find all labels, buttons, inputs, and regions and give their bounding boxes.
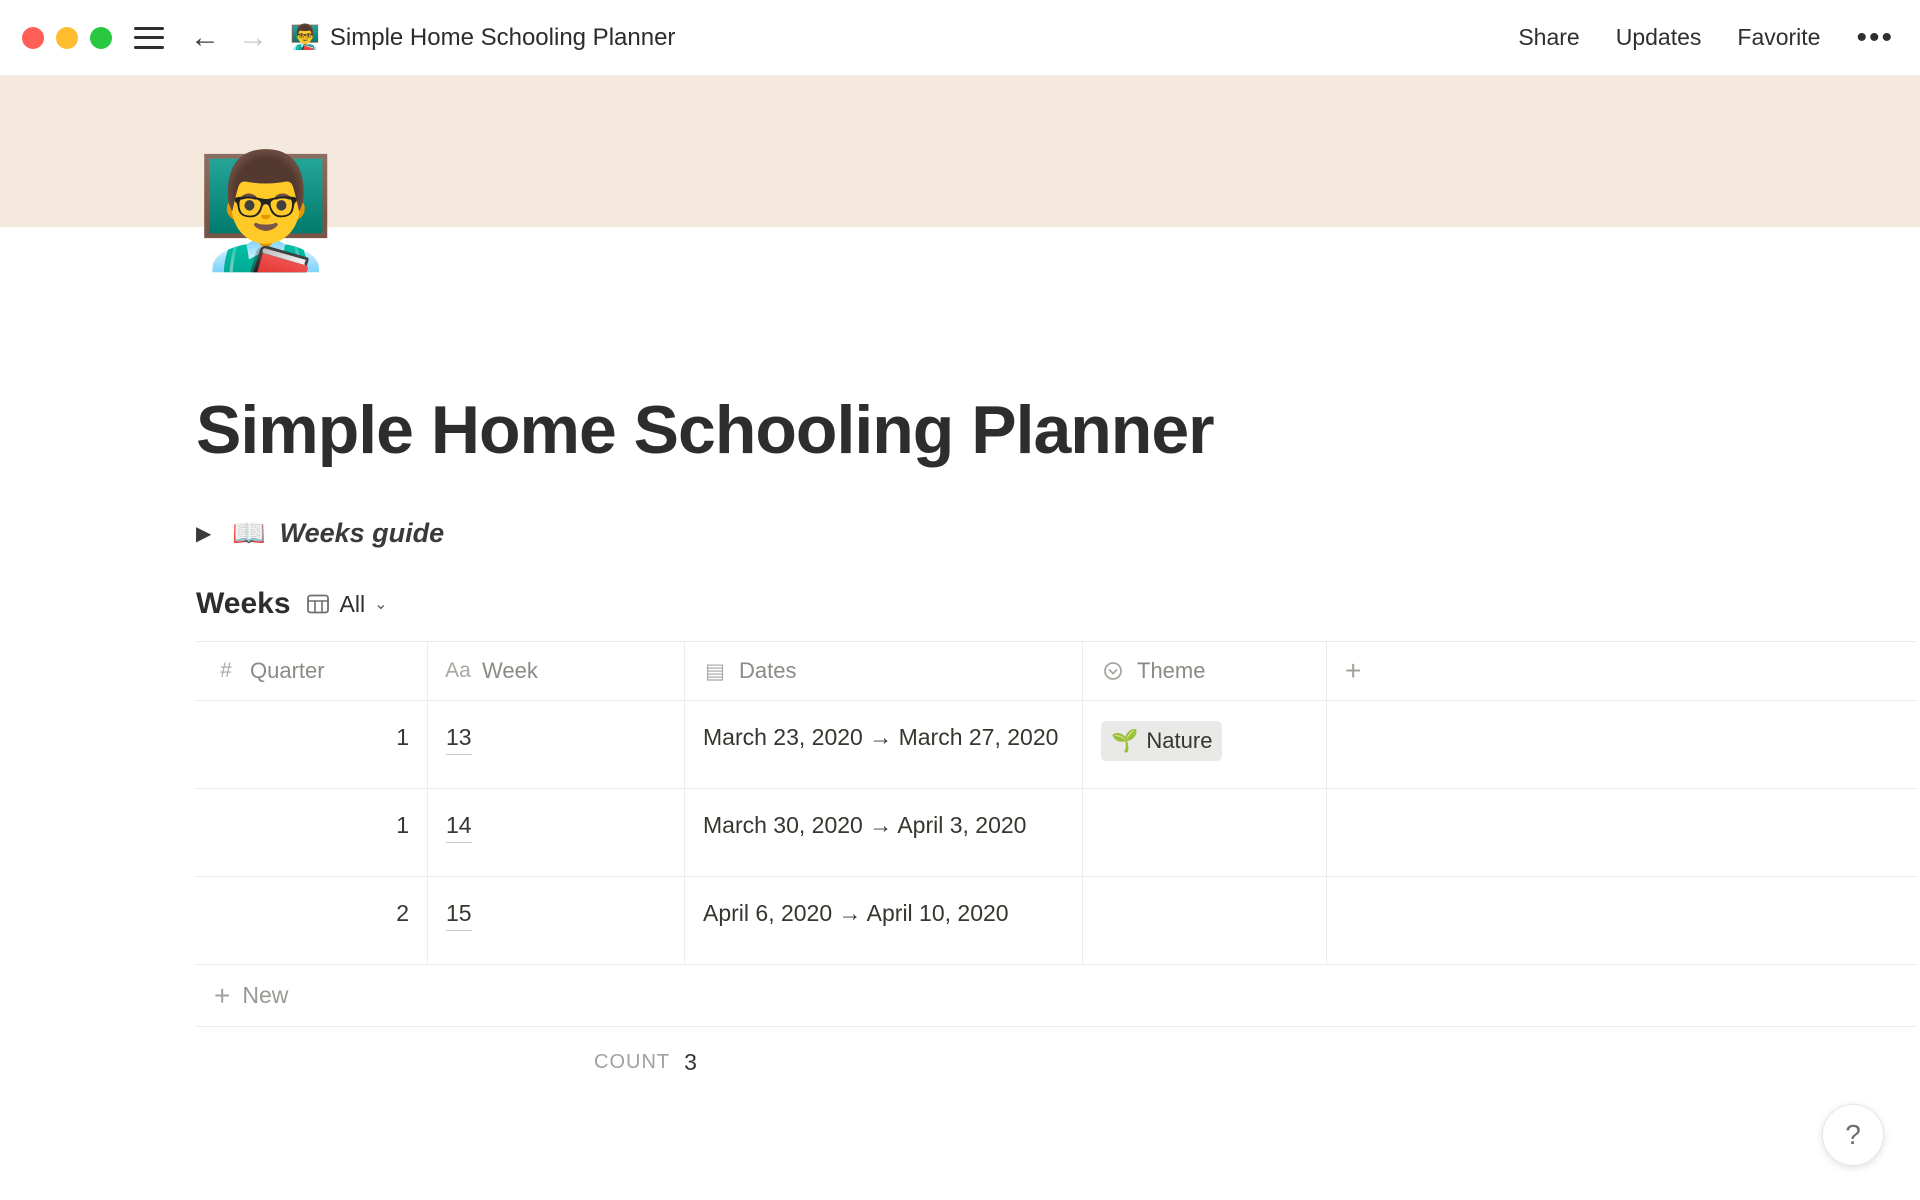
book-icon: 📖 [232, 518, 266, 548]
database-title[interactable]: Weeks [196, 587, 291, 620]
new-row-label: New [242, 982, 289, 1008]
cell-dates[interactable]: April 6, 2020 → April 10, 2020 [685, 877, 1083, 964]
share-button[interactable]: Share [1518, 24, 1580, 50]
seedling-icon: 🌱 [1111, 728, 1139, 753]
forward-arrow-icon[interactable]: → [238, 20, 268, 54]
column-header-quarter[interactable] [196, 642, 428, 700]
date-icon: ▤ [705, 659, 725, 683]
cell-dates[interactable]: March 23, 2020 → March 27, 2020 [685, 701, 1083, 788]
table-row[interactable] [196, 877, 1916, 965]
cell-week[interactable] [428, 701, 685, 788]
chevron-down-icon: ⌄ [374, 596, 388, 613]
breadcrumb-title: Simple Home Schooling Planner [329, 23, 676, 51]
cell-empty[interactable] [1327, 877, 1916, 964]
cell-week[interactable] [428, 877, 685, 964]
more-options-icon[interactable]: ••• [1856, 20, 1894, 54]
column-header-week[interactable] [428, 642, 685, 700]
cell-dates[interactable]: March 30, 2020 → April 3, 2020 [685, 789, 1083, 876]
back-arrow-icon[interactable]: ← [190, 20, 220, 54]
text-icon: Aa [445, 659, 471, 682]
weeks-guide-toggle[interactable] [196, 517, 1860, 549]
window-titlebar [0, 0, 1920, 76]
column-label-dates: Dates [739, 658, 797, 683]
table-row[interactable] [196, 789, 1916, 877]
table-body [196, 701, 1916, 965]
titlebar-actions [1518, 0, 1894, 75]
add-column-button[interactable] [1327, 642, 1916, 700]
minimize-window-button[interactable] [56, 27, 78, 49]
cell-quarter[interactable]: 2 [196, 877, 428, 964]
help-button[interactable]: ? [1822, 1104, 1884, 1166]
close-window-button[interactable] [22, 27, 44, 49]
week-link[interactable]: 15 [446, 897, 472, 931]
table-row[interactable] [196, 701, 1916, 789]
cell-theme[interactable] [1083, 789, 1327, 876]
cell-theme[interactable] [1083, 877, 1327, 964]
weeks-table [196, 641, 1916, 1097]
table-header-row [196, 642, 1916, 701]
number-icon: # [220, 659, 232, 682]
count-label: COUNT [594, 1050, 671, 1073]
page-content [0, 148, 1920, 1097]
updates-button[interactable]: Updates [1615, 24, 1702, 50]
window-controls [22, 27, 112, 49]
week-link[interactable]: 13 [446, 721, 472, 755]
status-badge [1101, 721, 1222, 761]
theme-label: Nature [1146, 728, 1213, 753]
database-view-selector[interactable] [305, 591, 388, 618]
breadcrumb[interactable] [290, 23, 675, 52]
column-label-theme: Theme [1137, 658, 1206, 683]
cell-week[interactable] [428, 789, 685, 876]
cell-theme[interactable] [1083, 701, 1327, 788]
breadcrumb-emoji-icon: 👨‍🏫 [290, 24, 320, 51]
select-icon [1101, 661, 1125, 681]
page-title[interactable]: Simple Home Schooling Planner [196, 392, 1214, 468]
favorite-button[interactable]: Favorite [1737, 24, 1821, 50]
plus-icon: + [1345, 655, 1362, 686]
weeks-guide-label: Weeks guide [279, 517, 445, 548]
hamburger-icon[interactable] [134, 27, 164, 49]
plus-icon: + [214, 979, 231, 1011]
count-value: 3 [684, 1048, 697, 1075]
cell-quarter[interactable]: 1 [196, 789, 428, 876]
week-link[interactable]: 14 [446, 809, 472, 843]
cell-quarter[interactable]: 1 [196, 701, 428, 788]
page-icon[interactable]: 👨‍🏫 [196, 148, 336, 273]
table-icon [305, 592, 331, 616]
count-summary[interactable] [196, 1027, 1916, 1097]
database-header [196, 587, 1860, 621]
new-row-button[interactable] [196, 965, 1916, 1027]
cell-empty[interactable] [1327, 701, 1916, 788]
cell-empty[interactable] [1327, 789, 1916, 876]
database-view-name: All [339, 590, 366, 617]
column-label-week: Week [482, 658, 538, 683]
chevron-right-icon[interactable]: ▶ [196, 522, 212, 545]
maximize-window-button[interactable] [90, 27, 112, 49]
column-header-theme[interactable] [1083, 642, 1327, 700]
column-header-dates[interactable] [685, 642, 1083, 700]
column-label-quarter: Quarter [250, 658, 325, 683]
